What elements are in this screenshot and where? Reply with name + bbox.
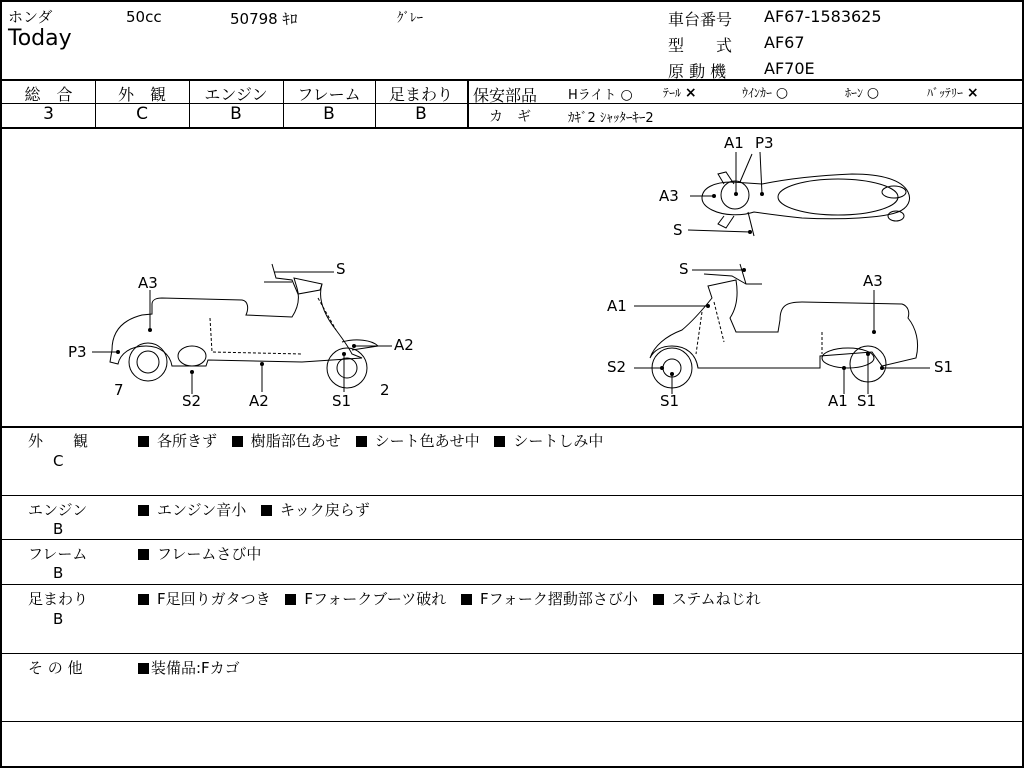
divider bbox=[2, 495, 1024, 496]
remark-item: シート色あせ中 bbox=[356, 432, 480, 450]
divider bbox=[2, 426, 1024, 428]
mirrors bbox=[718, 172, 734, 228]
remark-item: ステムねじれ bbox=[653, 590, 761, 608]
remark-item: 樹脂部色あせ bbox=[232, 432, 341, 450]
engine-score-label: エンジン bbox=[204, 85, 268, 104]
exterior-label: 外 観 bbox=[117, 85, 166, 104]
remark-label-other: そ の 他 bbox=[28, 659, 83, 677]
panel-seams bbox=[210, 298, 336, 354]
divider bbox=[2, 79, 1024, 81]
remark-items-other bbox=[138, 657, 250, 678]
diagram-label: 2 bbox=[380, 381, 390, 399]
frame-score-label: フレーム bbox=[297, 85, 361, 104]
suspension-score-value: B bbox=[415, 104, 427, 124]
safety-item-horn: ﾎｰﾝ ○ bbox=[845, 85, 880, 101]
overall-label: 総 合 bbox=[24, 85, 73, 104]
diagram-label: A3 bbox=[138, 274, 158, 292]
remark-item: シートしみ中 bbox=[494, 432, 603, 450]
remark-grade-suspension: B bbox=[53, 610, 64, 628]
front-wheel bbox=[327, 348, 367, 388]
remark-items-exterior bbox=[138, 430, 613, 451]
safety-label: 保安部品 bbox=[473, 86, 538, 105]
top-seat bbox=[778, 179, 898, 215]
top-lever bbox=[740, 154, 752, 182]
displacement: 50cc bbox=[126, 8, 162, 26]
remark-label-frame: フレーム bbox=[28, 545, 88, 563]
diagram-label: P3 bbox=[68, 343, 87, 361]
remark-label-engine: エンジン bbox=[28, 501, 88, 519]
diagram-label: S1 bbox=[660, 392, 680, 410]
diagram-label: P3 bbox=[755, 134, 774, 152]
status-mark: ○ bbox=[866, 85, 880, 101]
model-name: Today bbox=[8, 26, 72, 51]
safety-item-battery: ﾊﾞｯﾃﾘｰ × bbox=[927, 85, 979, 101]
scooter-top-view bbox=[702, 154, 910, 236]
engine-label: 原 動 機 bbox=[668, 62, 727, 81]
remark-item: Fフォーク摺動部さび小 bbox=[461, 590, 638, 608]
muffler bbox=[178, 346, 206, 366]
remark-items-suspension bbox=[138, 588, 771, 609]
remark-label-exterior: 外 観 bbox=[28, 432, 89, 450]
diagram-label: 7 bbox=[114, 381, 124, 399]
front-hub bbox=[337, 358, 357, 378]
remark-label-suspension: 足まわり bbox=[28, 590, 89, 608]
right-panel-seams bbox=[696, 302, 822, 354]
diagram-label: A2 bbox=[394, 336, 414, 354]
leader-lines bbox=[92, 152, 930, 394]
remark-item: エンジン音小 bbox=[138, 501, 246, 519]
color: ｸﾞﾚｰ bbox=[397, 11, 423, 26]
divider bbox=[467, 79, 469, 127]
remark-item: キック戻らず bbox=[261, 501, 370, 519]
remark-grade-frame: B bbox=[53, 564, 64, 582]
remark-grade-engine: B bbox=[53, 520, 64, 538]
diagram-label: A1 bbox=[828, 392, 848, 410]
diagram-label: A3 bbox=[659, 187, 679, 205]
overall-value: 3 bbox=[43, 104, 54, 124]
key-value: ｶｷﾞ2 ｼｬｯﾀｰｷｰ2 bbox=[568, 111, 654, 126]
top-tail bbox=[882, 186, 906, 198]
diagram-label: S2 bbox=[607, 358, 627, 376]
remark-item: フレームさび中 bbox=[138, 545, 261, 563]
diagram-label: S1 bbox=[332, 392, 352, 410]
engine-score-value: B bbox=[230, 104, 242, 124]
diagram-label: A3 bbox=[863, 272, 883, 290]
safety-item-tail: ﾃｰﾙ × bbox=[663, 85, 697, 101]
remark-item: F足回りガタつき bbox=[138, 590, 271, 608]
remark-grade-exterior: C bbox=[53, 452, 64, 470]
mileage-unit: ｷﾛ bbox=[282, 10, 298, 28]
divider bbox=[468, 103, 1024, 104]
remark-item: 各所きず bbox=[138, 432, 217, 450]
diagram-label: S2 bbox=[182, 392, 202, 410]
diagram-label: S bbox=[673, 221, 683, 239]
diagram-label: S1 bbox=[857, 392, 877, 410]
status-mark: ○ bbox=[775, 85, 789, 101]
diagram-label: A2 bbox=[249, 392, 269, 410]
damage-diagram bbox=[2, 128, 1024, 426]
mileage: 50798 ｷﾛ bbox=[230, 10, 298, 28]
rear-wheel bbox=[129, 343, 167, 381]
frame-no-label: 車台番号 bbox=[668, 10, 733, 29]
remark-items-frame bbox=[138, 543, 271, 564]
divider bbox=[2, 584, 1024, 585]
engine-model-value: AF70E bbox=[764, 59, 815, 78]
key-label: カ ギ bbox=[489, 109, 531, 125]
remark-item: Fフォークブーツ破れ bbox=[285, 590, 446, 608]
remark-item: 装備品:Fカゴ bbox=[138, 659, 240, 677]
divider bbox=[2, 539, 1024, 540]
suspension-score-label: 足まわり bbox=[388, 85, 453, 104]
right-muffler bbox=[822, 348, 874, 368]
right-body bbox=[650, 280, 918, 368]
diagram-label: S bbox=[336, 260, 346, 278]
divider bbox=[2, 653, 1024, 654]
safety-item-headlight: Hライト ○ bbox=[568, 87, 633, 103]
diagram-label: A1 bbox=[607, 297, 627, 315]
divider bbox=[2, 721, 1024, 722]
type-value: AF67 bbox=[764, 33, 805, 52]
safety-item-winker: ｳｲﾝｶｰ ○ bbox=[742, 85, 789, 101]
status-mark: ○ bbox=[620, 87, 633, 103]
exterior-value: C bbox=[136, 104, 148, 124]
status-mark: × bbox=[966, 85, 979, 101]
type-label: 型 式 bbox=[668, 36, 733, 55]
frame-no-value: AF67-1583625 bbox=[764, 7, 882, 26]
diagram-label: S bbox=[679, 260, 689, 278]
diagram-label: A1 bbox=[724, 134, 744, 152]
diagram-label: S1 bbox=[934, 358, 954, 376]
frame-score-value: B bbox=[323, 104, 335, 124]
rear-hub bbox=[137, 351, 159, 373]
remark-items-engine bbox=[138, 499, 380, 520]
maker: ホンダ bbox=[8, 8, 53, 26]
status-mark: × bbox=[684, 85, 697, 101]
